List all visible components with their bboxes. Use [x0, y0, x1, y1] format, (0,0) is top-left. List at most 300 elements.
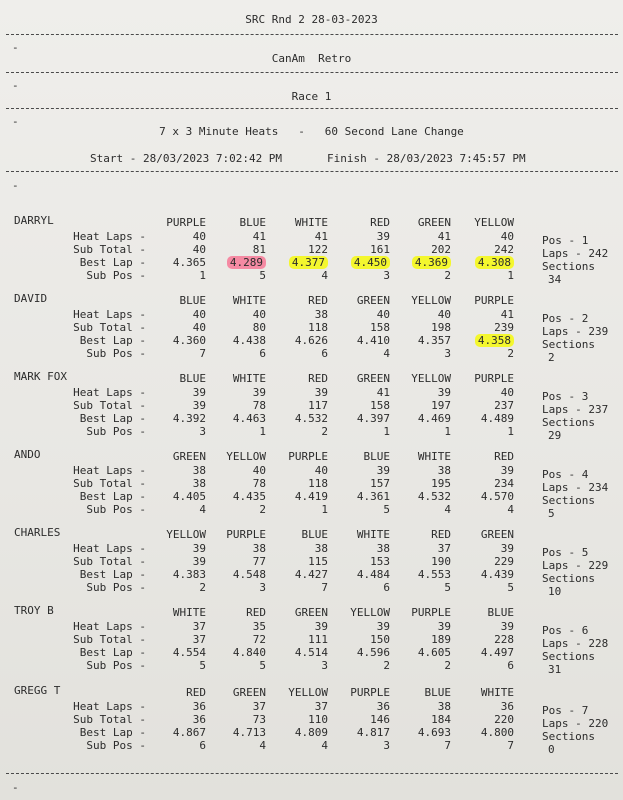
heat-laps-cell: [268, 700, 328, 713]
row-label-heat-laps: Heat Laps -: [73, 700, 146, 713]
laps-summary: Laps - 237: [542, 403, 609, 416]
row-label-best-lap: Best Lap -: [79, 256, 146, 269]
row-label-sub-pos: Sub Pos -: [86, 739, 146, 752]
best-lap-cell: [391, 568, 451, 581]
heat-laps-cell: [146, 230, 206, 243]
best-lap-value: 4.497: [480, 646, 514, 659]
sections-value: 10: [548, 585, 562, 598]
sub-pos-value: 5: [259, 269, 266, 282]
sub-total-value: 72: [252, 633, 266, 646]
sub-pos-cell: [268, 425, 328, 438]
sub-total-cell: [206, 477, 266, 490]
lane-header: RED: [308, 372, 328, 385]
row-label-heat-laps: Heat Laps -: [73, 308, 146, 321]
heat-laps-value: 41: [437, 230, 451, 243]
best-lap-cell: [206, 334, 266, 347]
row-label-sub-pos: Sub Pos -: [86, 425, 146, 438]
sub-total-cell: [146, 399, 206, 412]
best-lap-cell: [206, 490, 266, 503]
row-label-sub-total: Sub Total -: [73, 399, 146, 412]
best-lap-value: 4.693: [417, 726, 451, 739]
lane-header: YELLOW: [411, 372, 451, 385]
lane-header: GREEN: [232, 686, 266, 699]
heat-laps-cell: [146, 386, 206, 399]
best-lap-value: 4.548: [232, 568, 266, 581]
sub-pos-value: 3: [383, 269, 390, 282]
best-lap-cell: [330, 334, 390, 347]
sub-pos-value: 4: [383, 347, 390, 360]
lane-header: PURPLE: [288, 450, 328, 463]
lane-header: WHITE: [294, 216, 328, 229]
sub-total-cell: [330, 713, 390, 726]
best-lap-value: 4.438: [232, 334, 266, 347]
sub-total-cell: [206, 633, 266, 646]
best-lap-value: 4.383: [172, 568, 206, 581]
sub-pos-value: 5: [259, 659, 266, 672]
heat-laps-cell: [146, 464, 206, 477]
sub-total-value: 150: [370, 633, 390, 646]
laps-summary: Laps - 228: [542, 637, 609, 650]
heat-laps-cell: [330, 464, 390, 477]
heat-laps-cell: [330, 230, 390, 243]
heat-laps-value: 37: [252, 700, 266, 713]
heat-laps-value: 39: [437, 620, 451, 633]
divider-tick: -: [12, 79, 19, 92]
best-lap-cell: [330, 568, 390, 581]
sub-pos-cell: [391, 659, 451, 672]
best-lap-cell: [391, 490, 451, 503]
laps-summary: Laps - 229: [542, 559, 609, 572]
best-lap-value: 4.489: [480, 412, 514, 425]
divider: [6, 773, 618, 774]
sub-total-cell: [146, 477, 206, 490]
best-lap-cell: [268, 256, 328, 269]
best-lap-value: 4.867: [172, 726, 206, 739]
sub-total-value: 146: [370, 713, 390, 726]
report-subtitle: CanAm Retro: [271, 52, 352, 65]
best-lap-cell: [454, 726, 514, 739]
lane-header: BLUE: [301, 528, 328, 541]
heat-laps-cell: [206, 386, 266, 399]
sub-total-cell: [391, 477, 451, 490]
row-label-sub-pos: Sub Pos -: [86, 347, 146, 360]
sections-label: Sections: [542, 650, 595, 663]
row-label-sub-pos: Sub Pos -: [86, 581, 146, 594]
divider-tick: -: [12, 115, 19, 128]
sub-pos-value: 2: [259, 503, 266, 516]
sub-pos-cell: [330, 581, 390, 594]
sub-pos-cell: [206, 347, 266, 360]
lane-header: GREEN: [172, 450, 206, 463]
sub-total-value: 197: [431, 399, 451, 412]
heat-laps-value: 36: [376, 700, 390, 713]
driver-name: DARRYL: [14, 214, 54, 227]
driver-block: [0, 526, 623, 606]
best-lap-value: 4.392: [172, 412, 206, 425]
heat-laps-cell: [391, 386, 451, 399]
position-summary: Pos - 6: [542, 624, 589, 637]
best-lap-cell: [146, 490, 206, 503]
row-label-best-lap: Best Lap -: [79, 726, 146, 739]
heat-laps-cell: [330, 700, 390, 713]
best-lap-value: 4.463: [232, 412, 266, 425]
heat-laps-value: 40: [500, 386, 514, 399]
sub-total-cell: [206, 399, 266, 412]
sub-pos-cell: [146, 659, 206, 672]
sub-pos-value: 2: [444, 659, 451, 672]
highlighted-best-lap: 4.377: [289, 256, 328, 269]
sections-value: 34: [548, 273, 562, 286]
sub-pos-value: 2: [199, 581, 206, 594]
sub-pos-value: 3: [259, 581, 266, 594]
heat-laps-value: 41: [500, 308, 514, 321]
sections-label: Sections: [542, 338, 595, 351]
driver-name: ANDO: [14, 448, 41, 461]
heat-laps-cell: [454, 464, 514, 477]
best-lap-cell: [454, 568, 514, 581]
row-label-sub-total: Sub Total -: [73, 477, 146, 490]
sub-pos-cell: [268, 659, 328, 672]
sub-total-value: 242: [494, 243, 514, 256]
driver-name: DAVID: [14, 292, 48, 305]
lane-header: WHITE: [417, 450, 451, 463]
best-lap-cell: [206, 568, 266, 581]
sub-total-cell: [268, 321, 328, 334]
best-lap-value: 4.427: [294, 568, 328, 581]
sub-total-value: 118: [308, 477, 328, 490]
lane-header: RED: [308, 294, 328, 307]
sub-total-value: 158: [370, 321, 390, 334]
heat-laps-value: 37: [192, 620, 206, 633]
sub-total-value: 39: [192, 399, 206, 412]
sub-total-cell: [268, 243, 328, 256]
heat-laps-cell: [330, 620, 390, 633]
best-lap-value: 4.360: [172, 334, 206, 347]
sub-pos-cell: [206, 503, 266, 516]
sub-total-cell: [206, 321, 266, 334]
best-lap-value: 4.419: [294, 490, 328, 503]
sub-pos-cell: [268, 739, 328, 752]
heat-laps-cell: [454, 230, 514, 243]
best-lap-cell: [454, 256, 514, 269]
best-lap-cell: [146, 334, 206, 347]
lane-header: PURPLE: [350, 686, 390, 699]
sections-label: Sections: [542, 260, 595, 273]
heat-laps-value: 40: [252, 308, 266, 321]
laps-summary: Laps - 242: [542, 247, 609, 260]
lane-header: GREEN: [480, 528, 514, 541]
sub-pos-value: 1: [259, 425, 266, 438]
sub-pos-cell: [206, 269, 266, 282]
sub-total-value: 40: [192, 243, 206, 256]
position-summary: Pos - 5: [542, 546, 589, 559]
best-lap-value: 4.469: [417, 412, 451, 425]
lane-header: WHITE: [480, 686, 514, 699]
best-lap-value: 4.435: [232, 490, 266, 503]
sub-pos-value: 2: [321, 425, 328, 438]
sections-label: Sections: [542, 494, 595, 507]
heat-laps-cell: [268, 308, 328, 321]
sub-pos-cell: [391, 739, 451, 752]
sub-total-cell: [268, 399, 328, 412]
sub-total-cell: [391, 713, 451, 726]
sub-pos-value: 4: [199, 503, 206, 516]
sub-pos-value: 7: [507, 739, 514, 752]
best-lap-cell: [146, 568, 206, 581]
heat-laps-value: 39: [314, 386, 328, 399]
driver-name: GREGG T: [14, 684, 61, 697]
best-lap-cell: [330, 256, 390, 269]
sub-total-value: 78: [252, 477, 266, 490]
sub-pos-cell: [146, 425, 206, 438]
sub-pos-cell: [206, 659, 266, 672]
sub-total-cell: [454, 713, 514, 726]
divider-tick: -: [12, 781, 19, 794]
best-lap-cell: [268, 646, 328, 659]
sub-pos-cell: [146, 581, 206, 594]
sub-total-cell: [330, 633, 390, 646]
sub-total-value: 234: [494, 477, 514, 490]
heat-laps-value: 39: [500, 464, 514, 477]
sub-pos-cell: [391, 269, 451, 282]
heat-laps-value: 40: [192, 308, 206, 321]
sub-total-value: 220: [494, 713, 514, 726]
heat-laps-value: 39: [314, 620, 328, 633]
heat-laps-cell: [391, 620, 451, 633]
sub-pos-value: 6: [199, 739, 206, 752]
sub-total-cell: [454, 555, 514, 568]
sub-total-value: 189: [431, 633, 451, 646]
heat-laps-value: 37: [437, 542, 451, 555]
row-label-sub-pos: Sub Pos -: [86, 269, 146, 282]
sub-pos-cell: [454, 503, 514, 516]
laps-summary: Laps - 234: [542, 481, 609, 494]
best-lap-cell: [268, 334, 328, 347]
sub-pos-value: 2: [507, 347, 514, 360]
sub-pos-value: 5: [383, 503, 390, 516]
best-lap-cell: [391, 412, 451, 425]
best-lap-cell: [268, 490, 328, 503]
lane-header: WHITE: [356, 528, 390, 541]
heat-laps-cell: [454, 620, 514, 633]
heat-laps-cell: [268, 386, 328, 399]
sub-pos-value: 3: [444, 347, 451, 360]
row-label-sub-pos: Sub Pos -: [86, 503, 146, 516]
best-lap-cell: [330, 646, 390, 659]
lane-header: GREEN: [294, 606, 328, 619]
sub-pos-value: 7: [321, 581, 328, 594]
sub-total-value: 229: [494, 555, 514, 568]
race-start-time: Start - 28/03/2023 7:02:42 PM: [90, 152, 283, 165]
lane-header: RED: [246, 606, 266, 619]
heat-laps-cell: [206, 230, 266, 243]
best-lap-value: 4.365: [172, 256, 206, 269]
best-lap-cell: [330, 726, 390, 739]
sub-total-value: 198: [431, 321, 451, 334]
lane-header: RED: [186, 686, 206, 699]
sub-total-cell: [268, 555, 328, 568]
heat-laps-cell: [391, 308, 451, 321]
row-label-best-lap: Best Lap -: [79, 412, 146, 425]
lane-header: BLUE: [487, 606, 514, 619]
heat-laps-cell: [330, 542, 390, 555]
sub-pos-value: 3: [321, 659, 328, 672]
best-lap-value: 4.840: [232, 646, 266, 659]
driver-block: [0, 448, 623, 528]
position-summary: Pos - 2: [542, 312, 589, 325]
sub-pos-cell: [454, 269, 514, 282]
sections-value: 5: [548, 507, 555, 520]
sub-pos-cell: [454, 739, 514, 752]
row-label-heat-laps: Heat Laps -: [73, 620, 146, 633]
row-label-heat-laps: Heat Laps -: [73, 464, 146, 477]
sub-pos-value: 3: [383, 739, 390, 752]
sub-pos-cell: [268, 347, 328, 360]
heat-laps-value: 38: [437, 464, 451, 477]
row-label-sub-total: Sub Total -: [73, 633, 146, 646]
sub-pos-cell: [146, 739, 206, 752]
sections-value: 31: [548, 663, 562, 676]
highlighted-best-lap: 4.358: [475, 334, 514, 347]
lane-header: PURPLE: [474, 372, 514, 385]
lane-header: GREEN: [356, 294, 390, 307]
row-label-sub-pos: Sub Pos -: [86, 659, 146, 672]
heat-laps-value: 38: [314, 308, 328, 321]
heat-laps-cell: [454, 542, 514, 555]
position-summary: Pos - 4: [542, 468, 589, 481]
heat-laps-cell: [454, 700, 514, 713]
best-lap-value: 4.554: [172, 646, 206, 659]
best-lap-cell: [454, 412, 514, 425]
driver-block: [0, 292, 623, 372]
sub-pos-value: 1: [383, 425, 390, 438]
row-label-sub-total: Sub Total -: [73, 713, 146, 726]
sub-total-cell: [146, 555, 206, 568]
highlighted-best-lap: 4.289: [227, 256, 266, 269]
sub-total-cell: [454, 321, 514, 334]
sub-total-cell: [146, 243, 206, 256]
sub-total-cell: [454, 399, 514, 412]
heat-laps-cell: [206, 308, 266, 321]
heat-laps-cell: [146, 700, 206, 713]
heat-laps-value: 38: [437, 700, 451, 713]
sub-pos-cell: [391, 581, 451, 594]
heat-laps-value: 36: [192, 700, 206, 713]
heat-laps-value: 39: [376, 464, 390, 477]
sub-pos-value: 1: [321, 503, 328, 516]
sub-pos-value: 5: [199, 659, 206, 672]
driver-block: [0, 214, 623, 294]
sub-total-cell: [330, 477, 390, 490]
best-lap-cell: [268, 568, 328, 581]
best-lap-cell: [206, 412, 266, 425]
sub-total-value: 122: [308, 243, 328, 256]
lane-header: YELLOW: [166, 528, 206, 541]
heat-laps-cell: [206, 700, 266, 713]
sub-pos-value: 3: [199, 425, 206, 438]
heat-laps-cell: [146, 308, 206, 321]
heat-laps-value: 35: [252, 620, 266, 633]
lane-header: YELLOW: [226, 450, 266, 463]
highlighted-best-lap: 4.369: [412, 256, 451, 269]
lane-header: BLUE: [179, 294, 206, 307]
sub-total-cell: [146, 633, 206, 646]
lane-header: BLUE: [239, 216, 266, 229]
sub-total-value: 157: [370, 477, 390, 490]
sub-total-value: 77: [252, 555, 266, 568]
sub-pos-value: 2: [444, 269, 451, 282]
heat-laps-value: 40: [437, 308, 451, 321]
lane-header: GREEN: [417, 216, 451, 229]
best-lap-cell: [454, 646, 514, 659]
heat-laps-cell: [146, 542, 206, 555]
sub-total-cell: [391, 399, 451, 412]
sub-pos-cell: [206, 581, 266, 594]
sub-pos-cell: [330, 739, 390, 752]
best-lap-cell: [330, 490, 390, 503]
sub-total-value: 228: [494, 633, 514, 646]
lane-header: YELLOW: [474, 216, 514, 229]
best-lap-cell: [330, 412, 390, 425]
lane-header: YELLOW: [411, 294, 451, 307]
laps-summary: Laps - 220: [542, 717, 609, 730]
best-lap-cell: [146, 256, 206, 269]
heat-laps-value: 39: [192, 386, 206, 399]
lane-header: PURPLE: [474, 294, 514, 307]
lane-header: BLUE: [363, 450, 390, 463]
heat-laps-cell: [268, 464, 328, 477]
sub-pos-cell: [391, 347, 451, 360]
sections-label: Sections: [542, 572, 595, 585]
sub-total-value: 39: [192, 555, 206, 568]
sub-total-cell: [146, 713, 206, 726]
sub-total-value: 158: [370, 399, 390, 412]
sub-total-value: 38: [192, 477, 206, 490]
driver-block: [0, 684, 623, 764]
sub-pos-value: 5: [507, 581, 514, 594]
heat-laps-value: 40: [314, 464, 328, 477]
sub-pos-value: 1: [444, 425, 451, 438]
lane-header: YELLOW: [288, 686, 328, 699]
sub-pos-value: 2: [383, 659, 390, 672]
sub-pos-cell: [330, 425, 390, 438]
heat-laps-cell: [391, 464, 451, 477]
sections-label: Sections: [542, 730, 595, 743]
sub-total-value: 239: [494, 321, 514, 334]
sub-pos-cell: [391, 503, 451, 516]
sub-pos-value: 6: [321, 347, 328, 360]
lane-header: WHITE: [232, 372, 266, 385]
lane-header: PURPLE: [226, 528, 266, 541]
best-lap-value: 4.713: [232, 726, 266, 739]
row-label-heat-laps: Heat Laps -: [73, 230, 146, 243]
best-lap-cell: [391, 256, 451, 269]
heat-laps-cell: [391, 700, 451, 713]
sub-total-value: 36: [192, 713, 206, 726]
heat-laps-value: 41: [314, 230, 328, 243]
sub-total-value: 195: [431, 477, 451, 490]
heat-laps-value: 38: [376, 542, 390, 555]
heat-laps-value: 40: [192, 230, 206, 243]
race-format: 7 x 3 Minute Heats - 60 Second Lane Change: [159, 125, 464, 138]
lane-header: RED: [370, 216, 390, 229]
sub-total-cell: [330, 399, 390, 412]
sub-total-cell: [206, 555, 266, 568]
sub-total-value: 80: [252, 321, 266, 334]
sub-total-value: 81: [252, 243, 266, 256]
sub-pos-cell: [330, 503, 390, 516]
sub-pos-value: 6: [259, 347, 266, 360]
